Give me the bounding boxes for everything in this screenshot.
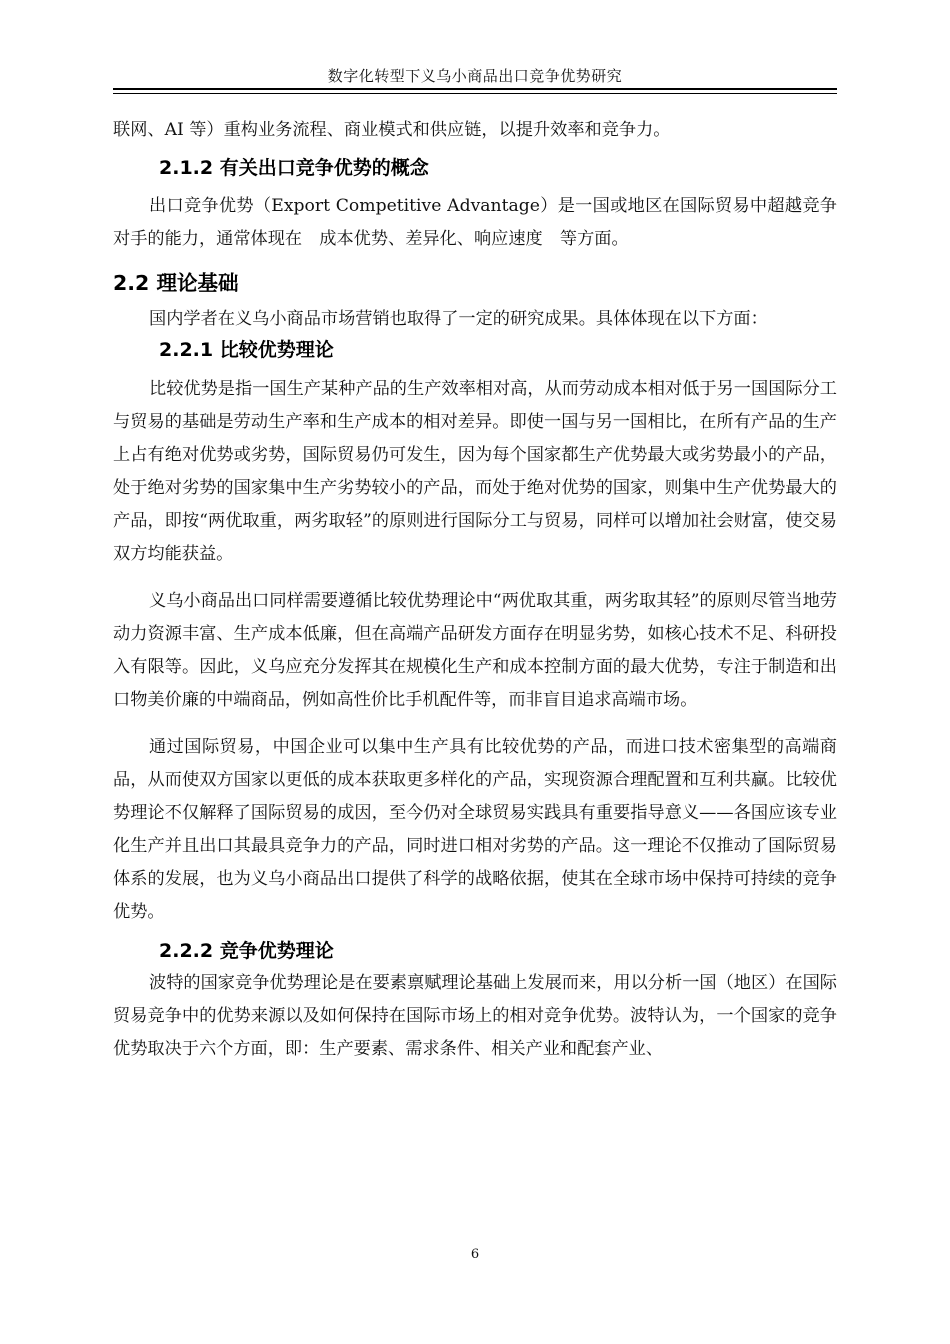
heading-2-2-2: 2.2.2 竞争优势理论 — [159, 940, 334, 962]
paragraph-comparative-3: 通过国际贸易，中国企业可以集中生产具有比较优势的产品，而进口技术密集型的高端商品，从而使双方国家以更低的成本获取更多样化的产品，实现资源合理配置和互利共赢。比较优势理论不仅解释了国际贸易的成因，至今仍对全球贸易实践具有重要指导意义——各国应该专业化生产并且出口其最具竞争力的产品，同时进口相对劣势的产品。这一理论不仅推动了国际贸易体系的发展，也为义乌小商品出口提供了科学的战略依据，使其在全球市场中保持可持续的竞争优势。 — [113, 737, 837, 922]
heading-2-2: 2.2 理论基础 — [113, 271, 239, 295]
body-text — [113, 114, 837, 1066]
paragraph-comparative-2: 义乌小商品出口同样需要遵循比较优势理论中“两优取其重，两劣取其轻”的原则尽管当地劳动力资源丰富、生产成本低廉，但在高端产品研发方面存在明显劣势，如核心技术不足、科研投入有限等。因此，义乌应充分发挥其在规模化生产和成本控制方面的最大优势，专注于制造和出口物美价廉的中端商品，例如高性价比手机配件等，而非盲目追求高端市场。 — [113, 591, 837, 710]
paragraph-export-advantage: 出口竞争优势（Export Competitive Advantage）是一国或地区在国际贸易中超越竞争对手的能力，通常体现在 成本优势、差异化、响应速度 等方面。 — [113, 196, 837, 249]
heading-2-2-1: 2.2.1 比较优势理论 — [159, 339, 334, 361]
header-rule — [113, 88, 837, 90]
header-rule-secondary — [113, 93, 837, 94]
paragraph-competitive: 波特的国家竞争优势理论是在要素禀赋理论基础上发展而来，用以分析一国（地区）在国际贸易竞争中的优势来源以及如何保持在国际市场上的相对竞争优势。波特认为，一个国家的竞争优势取决于六个方面，即：生产要素、需求条件、相关产业和配套产业、 — [113, 973, 837, 1059]
paragraph-comparative-1: 比较优势是指一国生产某种产品的生产效率相对高，从而劳动成本相对低于另一国国际分工与贸易的基础是劳动生产率和生产成本的相对差异。即使一国与另一国相比，在所有产品的生产上占有绝对优势或劣势，国际贸易仍可发生，因为每个国家都生产优势最大或劣势最小的产品，处于绝对劣势的国家集中生产劣势较小的产品，而处于绝对优势的国家，则集中生产优势最大的产品，即按“两优取重，两劣取轻”的原则进行国际分工与贸易，同样可以增加社会财富，使交易双方均能获益。 — [113, 379, 837, 564]
paragraph-continued: 联网、AI 等）重构业务流程、商业模式和供应链，以提升效率和竞争力。 — [113, 120, 671, 140]
page-number: 6 — [470, 1247, 480, 1262]
running-header: 数字化转型下义乌小商品出口竞争优势研究 — [327, 67, 623, 85]
heading-2-1-2: 2.1.2 有关出口竞争优势的概念 — [159, 157, 429, 179]
paragraph-theory-intro: 国内学者在义乌小商品市场营销也取得了一定的研究成果。具体体现在以下方面： — [149, 309, 768, 329]
